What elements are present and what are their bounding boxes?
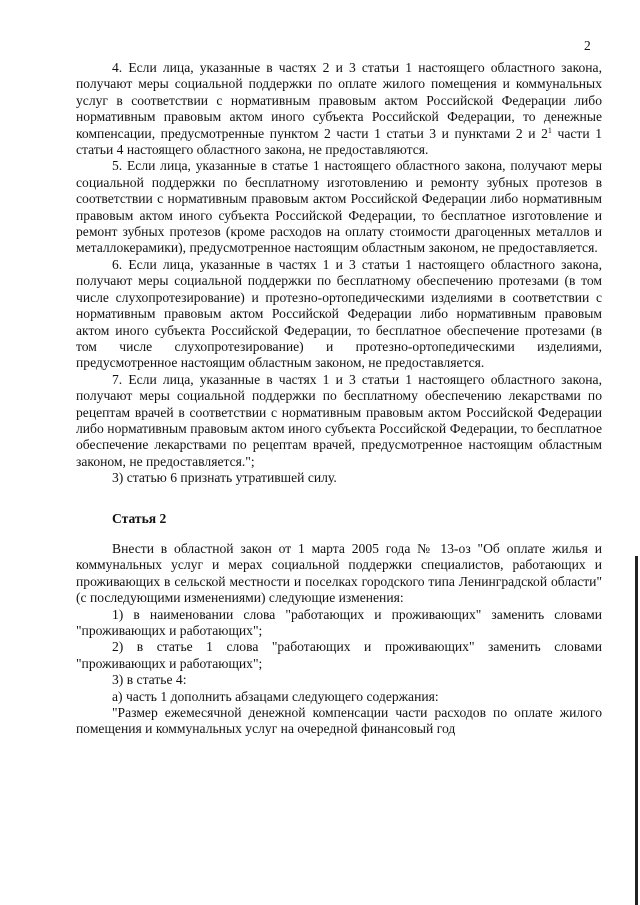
page-number: 2 <box>584 38 591 53</box>
scan-edge-line <box>635 556 638 905</box>
paragraph-4-tail: части 1 статьи 4 настоящего областного закона, не предоставляются. <box>76 125 602 158</box>
paragraph-change-1: 1) в наименовании слова "работающих и проживающих" заменить словами "проживающих и работающих"; <box>76 606 602 638</box>
superscript: 1 <box>547 125 552 135</box>
paragraph-4-text: 4. Если лица, указанные в частях 2 и 3 статьи 1 настоящего областного закона, получают меры социальной поддержки по оплате жилого помещения и коммунальных услуг в соответствии с нормативным правовым актом Российской Федерации либо нормативным правовым актом иного субъекта Российской Федерации, то денежные компенсации, предусмотренные пунктом 2 части 1 статьи 3 и пунктами 2 и 2 <box>76 60 602 141</box>
paragraph-change-3: 3) в статье 4: <box>112 672 187 688</box>
document-body <box>76 60 602 738</box>
article-heading: Статья 2 <box>112 510 167 526</box>
paragraph-change-3a: а) часть 1 дополнить абзацами следующего содержания: <box>112 688 439 704</box>
paragraph-change-2: 2) в статье 1 слова "работающих и проживающих" заменить словами "проживающих и работающих"; <box>76 639 602 671</box>
paragraph-intro: Внести в областной закон от 1 марта 2005 года № 13-оз "Об оплате жилья и коммунальных услуг и мерах социальной поддержки специалистов, работающих и проживающих в сельской местности и поселках городского типа Ленинградской области" (с последующими изменениями) следующие изменения: <box>76 540 602 606</box>
paragraph-4 <box>76 60 602 158</box>
paragraph-7: 7. Если лица, указанные в частях 1 и 3 статьи 1 настоящего областного закона, получают меры социальной поддержки по бесплатному обеспечению лекарствами по рецептам врачей в соответствии с нормативным правовым актом Российской Федерации либо нормативным правовым актом иного субъекта Российской Федерации, то бесплатное обеспечение лекарствами по рецептам врачей, предусмотренное настоящим областным законом, не предоставляется."; <box>76 371 602 469</box>
paragraph-quote: "Размер ежемесячной денежной компенсации части расходов по оплате жилого помещения и коммунальных услуг на очередной финансовый год <box>76 705 602 737</box>
paragraph-6: 6. Если лица, указанные в частях 1 и 3 статьи 1 настоящего областного закона, получают меры социальной поддержки по бесплатному обеспечению протезами (в том числе слухопротезирование) и протезно-ортопедическими изделиями в соответствии с нормативным правовым актом Российской Федерации либо нормативным правовым актом иного субъекта Российской Федерации, то бесплатное обеспечение протезами (в том числе слухопротезирование) и протезно-ортопедическими изделиями, предусмотренное настоящим областным законом, не предоставляется. <box>76 256 602 371</box>
paragraph-5: 5. Если лица, указанные в статье 1 настоящего областного закона, получают меры социальной поддержки по бесплатному изготовлению и ремонту зубных протезов в соответствии с нормативным правовым актом Российской Федерации либо нормативным правовым актом иного субъекта Российской Федерации, то бесплатное изготовление и ремонт зубных протезов (кроме расходов на оплату стоимости драгоценных металлов и металлокерамики), предусмотренное настоящим областным законом, не предоставляется. <box>76 158 602 256</box>
paragraph-item-3: 3) статью 6 признать утратившей силу. <box>112 470 337 486</box>
